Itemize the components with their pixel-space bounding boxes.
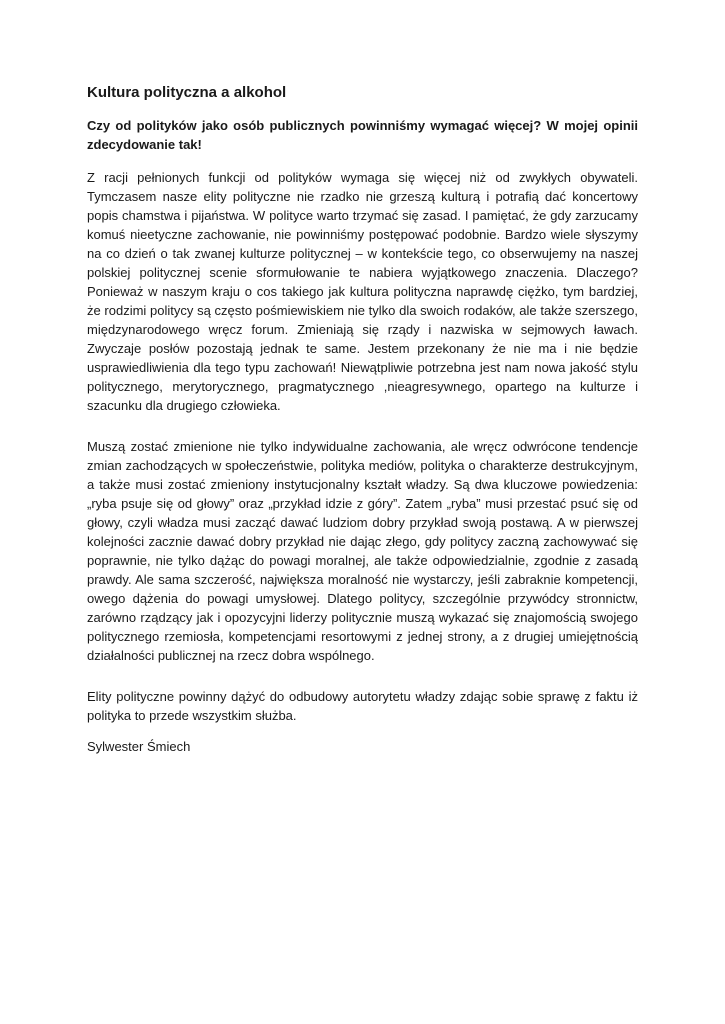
- document-title: Kultura polityczna a alkohol: [87, 84, 287, 101]
- lead-question: Czy od polityków jako osób publicznych powinniśmy wymagać więcej? W mojej opinii zdecydowanie tak!: [87, 118, 638, 152]
- paragraph-spacer: [87, 665, 638, 687]
- signature-spacer: [87, 725, 638, 737]
- paragraph-2: Muszą zostać zmienione nie tylko indywidualne zachowania, ale wręcz odwrócone tendencje zmian zachodzących w społeczeństwie, polityka mediów, polityka o charakterze destrukcyjnym, a także musi zostać zmieniony instytucjonalny kształt władzy. Są dwa kluczowe powiedzenia: „ryba psuje się od głowy” oraz „przykład idzie z góry”. Zatem „ryba” musi przestać psuć się od głowy, czyli władza musi zacząć dawać ludziom dobry przykład swoją postawą. A w pierwszej kolejności zacznie dawać dobry przykład nie dając złego, gdy politycy zaczną zachowywać się poprawnie, nie tylko dążąc do powagi moralnej, ale także odpowiedzialnie, zgodnie z zasadą prawdy. Ale sama szczerość, największa moralność nie wystarczy, jeśli zabraknie kompetencji, owego dążenia do powagi umysłowej. Dlatego politycy, szczególnie przywódcy stronnictw, zarówno rządzący jak i opozycyjni liderzy politycznie muszą wykazać się znajomością swojego politycznego rzemiosła, kompetencjami resortowymi z jednej strony, a z drugiej umiejętnością działalności publicznej na rzecz dobra wspólnego.: [87, 439, 638, 663]
- author-signature: Sylwester Śmiech: [87, 739, 191, 754]
- document-content: [87, 84, 638, 756]
- paragraph-spacer: [87, 415, 638, 437]
- paragraph-1: Z racji pełnionych funkcji od polityków wymaga się więcej niż od zwykłych obywateli. Tymczasem nasze elity polityczne nie rzadko nie grzeszą kulturą i potrafią dać koncertowy popis chamstwa i pijaństwa. W polityce warto trzymać się zasad. I pamiętać, że gdy zarzucamy komuś nieetyczne zachowanie, nie powinniśmy postępować podobnie. Bardzo wiele słyszymy na co dzień o tak zwanej kulturze politycznej – w kontekście tego, co obserwujemy na naszej polskiej politycznej scenie sformułowanie te nabiera wyjątkowego znaczenia. Dlaczego? Ponieważ w naszym kraju o cos takiego jak kultura polityczna naprawdę ciężko, tym bardziej, że rodzimi politycy są często pośmiewiskiem nie tylko dla swoich rodaków, ale także szerszego, międzynarodowego wręcz forum. Zmieniają się rządy i nazwiska w sejmowych ławach. Zwyczaje posłów pozostają jednak te same. Jestem przekonany że nie ma i nie będzie usprawiedliwienia dla tego typu zachowań! Niewątpliwie potrzebna jest nam nowa jakość stylu politycznego, merytorycznego, pragmatycznego ,nieagresywnego, opartego na kulturze i szacunku dla drugiego człowieka.: [87, 170, 638, 413]
- paragraph-3: Elity polityczne powinny dążyć do odbudowy autorytetu władzy zdając sobie sprawę z faktu iż polityka to przede wszystkim służba.: [87, 689, 638, 723]
